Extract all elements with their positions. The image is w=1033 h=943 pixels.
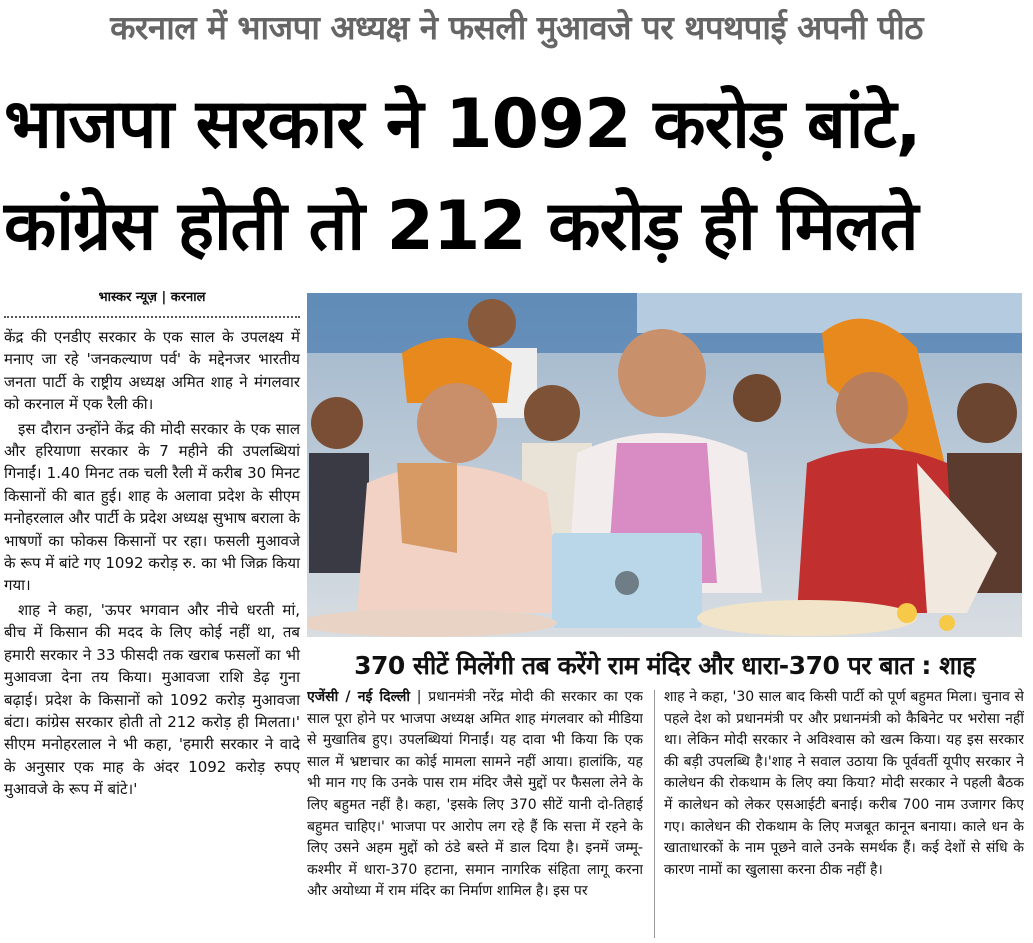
rally-photo-illustration: [307, 293, 1022, 637]
headline-line-1: भाजपा सरकार ने 1092 करोड़ बांटे,: [4, 85, 921, 164]
article-paragraph: इस दौरान उन्होंने केंद्र की मोदी सरकार के एक साल और हरियाणा सरकार के 7 महीने की उपलब्धियां गिनाईं। 1.40 मिनट तक चली रैली में करीब 30 मिनट किसानों की बात हुई। शाह के अलावा प्रदेश के सीएम मनोहरलाल और पार्टी के प्रदेश अध्यक्ष सुभाष बराला के भाषणों का फोकस किसानों पर रहा। फसली मुआवजे के रूप में बांटे गए 1092 करोड़ रु. का भी जिक्र किया गया।: [4, 419, 300, 595]
main-headline: [4, 74, 1029, 278]
sub-article-body-2: शाह ने कहा, '30 साल बाद किसी पार्टी को पूर्ण बहुमत मिला। चुनाव से पहले देश को प्रधानमंत्री पर और प्रधानमंत्री को कैबिनेट पर भरोसा नहीं था। लेकिन मोदी सरकार ने अविश्वास को खत्म किया। यह इस सरकार की बड़ी उपलब्धि है।'शाह ने सवाल उठाया कि पूर्ववर्ती यूपीए सरकार ने कालेधन की रोकथाम के लिए क्या किया? मोदी सरकार ने पहली बैठक में कालेधन को लेकर एसआईटी बनाई। करीब 700 नाम उजागर किए गए। कालेधन की रोकथाम के लिए मजबूत कानून बनाया। काले धन के खाताधारकों के नाम पूछने वाले उनके समर्थक हैं। कई देशों से संधि के कारण नामों का खुलासा करना ठीक नहीं है।: [664, 689, 1024, 878]
article-paragraph: केंद्र की एनडीए सरकार के एक साल के उपलक्ष्य में मनाए जा रहे 'जनकल्याण पर्व' के मद्देनजर भारतीय जनता पार्टी के राष्ट्रीय अध्यक्ष अमित शाह ने मंगलवार को करनाल में एक रैली की।: [4, 328, 300, 414]
byline-rule: [4, 316, 300, 318]
sub-article-column-1: [307, 687, 643, 939]
left-article: [4, 288, 300, 938]
apple-logo-icon: [615, 571, 639, 595]
column-divider: [654, 690, 655, 938]
kicker-headline: करनाल में भाजपा अध्यक्ष ने फसली मुआवजे पर थपथपाई अपनी पीठ: [110, 8, 923, 47]
article-paragraph: शाह ने कहा, 'ऊपर भगवान और नीचे धरती मां, बीच में किसान की मदद के लिए कोई नहीं था, तब हमारी सरकार ने 33 फीसदी तक खराब फसलों का भी मुआवजा देना तय किया। मुआवजा राशि डेढ़ गुना बढ़ाई। प्रदेश के किसानों को 1092 करोड़ मुआवजा बंटा। कांग्रेस सरकार होती तो 212 करोड़ ही मिलता।' सीएम मनोहरलाल ने भी कहा, 'हमारी सरकार ने वादे के अनुसार एक माह के अंदर 1092 करोड़ रुपए मुआवजे के रूप में बांटे।': [4, 600, 300, 799]
sub-article-headline: 370 सीटें मिलेंगी तब करेंगे राम मंदिर और धारा-370 पर बात : शाह: [354, 651, 975, 680]
sub-article-body-1: प्रधानमंत्री नरेंद्र मोदी की सरकार का एक साल पूरा होने पर भाजपा अध्यक्ष अमित शाह मंगलवार को मीडिया से मुखातिब हुए। उपलब्धियां गिनाईं। यह दावा भी किया कि एक साल में भ्रष्टाचार का कोई मामला सामने नहीं आया। हालांकि, यह भी मान गए कि उनके पास राम मंदिर जैसे मुद्दों पर फैसला लेने के लिए बहुमत नहीं है। कहा, 'इसके लिए 370 सीटें यानी दो-तिहाई बहुमत चाहिए।' भाजपा पर आरोप लग रहे हैं कि सत्ता में रहने के लिए उसने अहम मुद्दों को ठंडे बस्ते में डाल दिया है। इनमें जम्मू-कश्मीर में धारा-370 हटाना, समान नागरिक संहिता लागू करना और अयोध्या में राम मंदिर का निर्माण शामिल है। इस पर: [307, 689, 643, 900]
byline: भास्कर न्यूज़ | करनाल: [98, 290, 206, 305]
rally-photo: [307, 293, 1022, 637]
sub-article-text-1: एजेंसी / नई दिल्ली | प्रधानमंत्री नरेंद्र मोदी की सरकार का एक साल पूरा होने पर भाजपा अध्यक्ष अमित शाह मंगलवार को मीडिया से मुखातिब हुए। उपलब्धियां गिनाईं। यह दावा भी किया कि एक साल में भ्रष्टाचार का कोई मामला सामने नहीं आया। हालांकि, यह भी मान गए कि उनके पास राम मंदिर जैसे मुद्दों पर फैसला लेने के लिए बहुमत नहीं है। कहा, 'इसके लिए 370 सीटें यानी दो-तिहाई बहुमत चाहिए।' भाजपा पर आरोप लग रहे हैं कि सत्ता में रहने के लिए उसने अहम मुद्दों को ठंडे बस्ते में डाल दिया है। इनमें जम्मू-कश्मीर में धारा-370 हटाना, समान नागरिक संहिता लागू करना और अयोध्या में राम मंदिर का निर्माण शामिल है। इस पर: [307, 689, 643, 900]
dateline: एजेंसी / नई दिल्ली: [307, 689, 411, 705]
headline-line-2: कांग्रेस होती तो 212 करोड़ ही मिलते: [4, 187, 918, 266]
sub-article-column-2: [664, 687, 1024, 939]
